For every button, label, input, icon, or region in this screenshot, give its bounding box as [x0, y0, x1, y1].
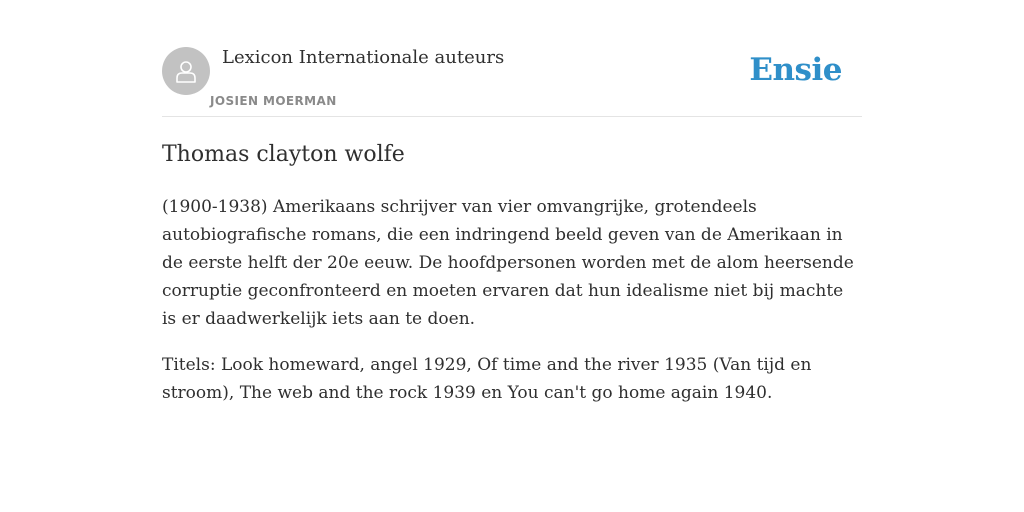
avatar[interactable] [162, 47, 210, 95]
article-body [162, 193, 862, 407]
author-name[interactable]: JOSIEN MOERMAN [210, 94, 337, 108]
brand-logo[interactable]: Ensie [749, 52, 842, 88]
article-paragraph: Titels: Look homeward, angel 1929, Of time and the river 1935 (Van tijd en stroom), The web and the rock 1939 en You can't go home again 1940. [162, 355, 812, 403]
article-header [162, 46, 862, 117]
article [162, 139, 862, 407]
article-paragraph: (1900-1938) Amerikaans schrijver van vier omvangrijke, grotendeels autobiografische romans, die een indringend beeld geven van de Amerikaan in de eerste helft der 20e eeuw. De hoofdpersonen worden met de alom heersende corruptie geconfronteerd en moeten ervaren dat hun idealisme niet bij machte is er daadwerkelijk iets aan te doen. [162, 197, 854, 329]
article-title: Thomas clayton wolfe [162, 142, 405, 167]
lexicon-title[interactable]: Lexicon Internationale auteurs [222, 47, 505, 68]
user-icon [172, 57, 200, 85]
